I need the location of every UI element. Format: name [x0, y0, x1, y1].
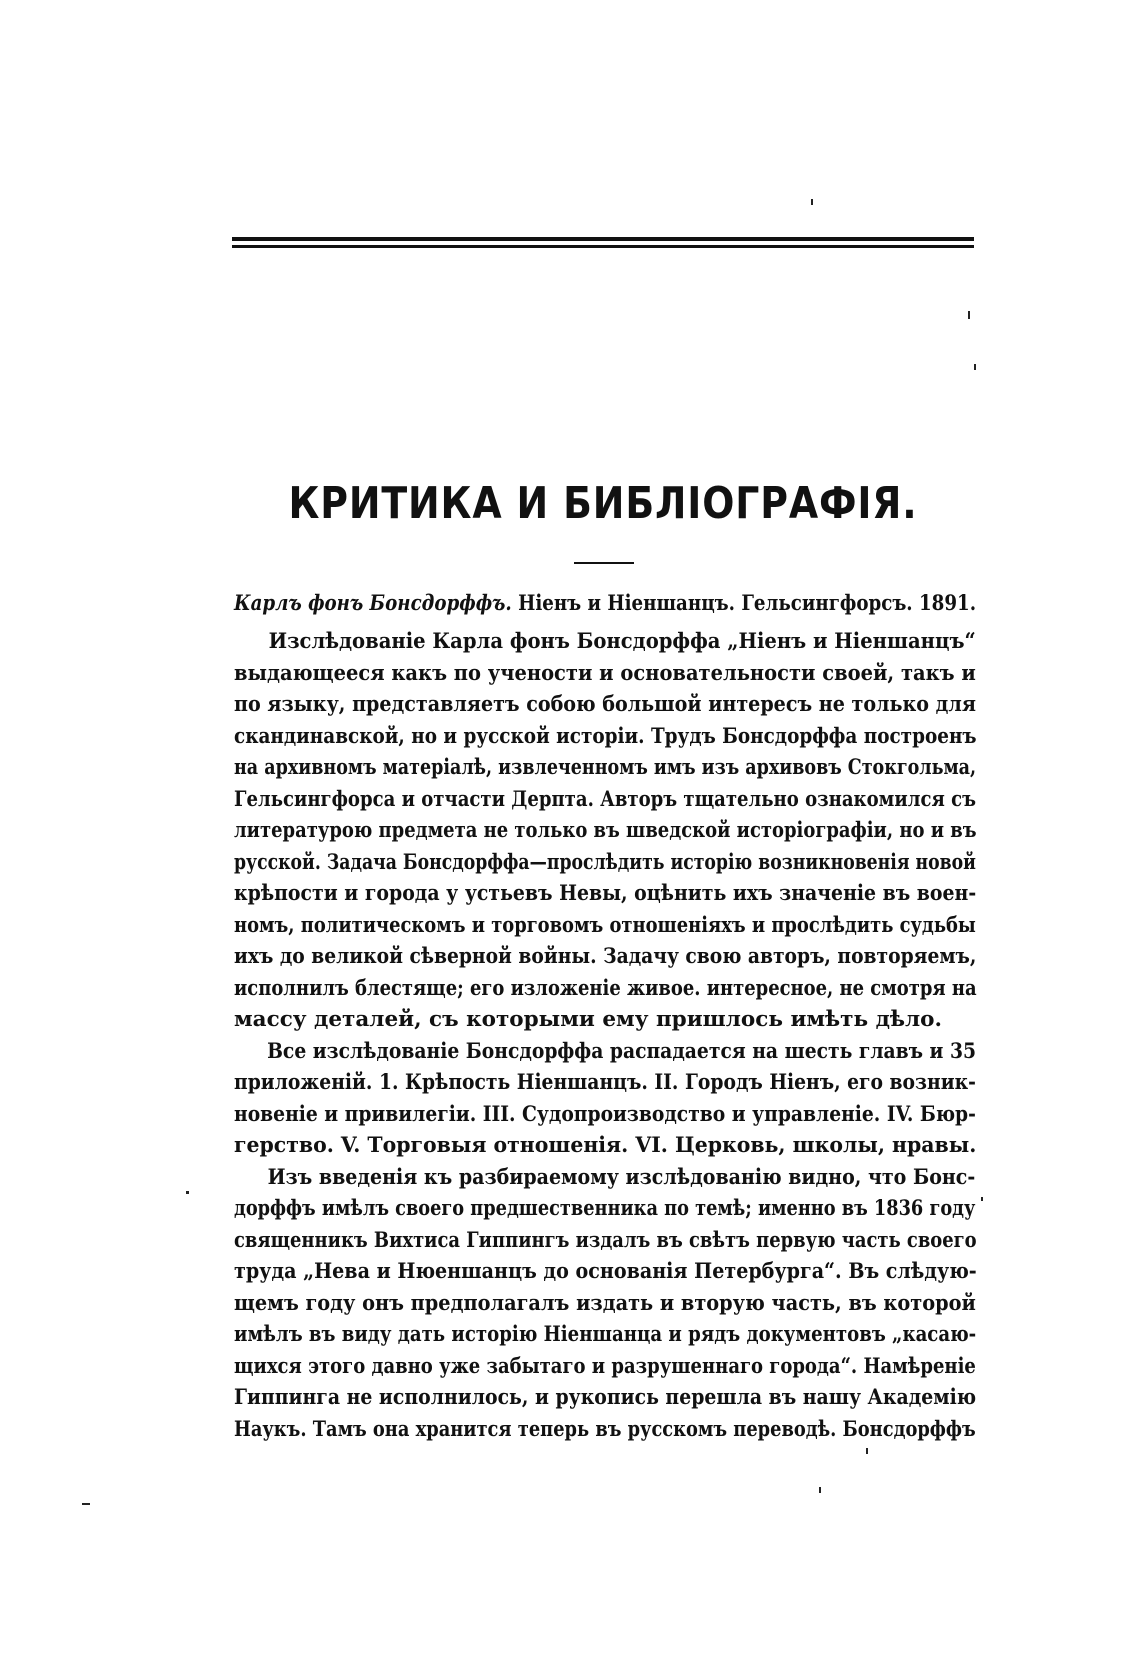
- text-line: крѣпости и города у устьевъ Невы, оцѣнить ихъ значеніе въ воен-: [234, 881, 977, 906]
- text-line: новеніе и привилегіи. III. Судопроизводство и управленіе. IV. Бюр-: [234, 1101, 976, 1127]
- text-line: скандинавской, но и русской исторіи. Трудъ Бонсдорффа построенъ: [234, 723, 977, 749]
- scan-speck: [82, 1503, 90, 1505]
- text-line: на архивномъ матеріалѣ, извлеченномъ имъ изъ архивовъ Стокгольма,: [234, 755, 977, 780]
- scan-speck: [811, 199, 813, 205]
- top-double-rule-lower: [232, 245, 974, 248]
- text-line: исполнилъ блестяще; его изложеніе живое. интересное, не смотря на: [234, 975, 977, 1001]
- scan-speck: [866, 1448, 868, 1454]
- scan-speck: [981, 1197, 983, 1201]
- text-line: труда „Нева и Нюеншанцъ до основанія Петербурга“. Въ слѣдую-: [234, 1259, 977, 1284]
- text-line: Все изслѣдованіе Бонсдорффа распадается на шесть главъ и 35: [267, 1038, 977, 1064]
- text-line: Изъ введенія къ разбираемому изслѣдованію видно, что Бонс-: [267, 1164, 976, 1190]
- scan-speck: [186, 1191, 189, 1194]
- top-double-rule: [232, 237, 974, 241]
- text-line: выдающееся какъ по учености и основательности своей, такъ и: [234, 660, 976, 686]
- section-heading: КРИТИКА И БИБЛІОГРАФІЯ.: [288, 478, 918, 529]
- text-line: номъ, политическомъ и торговомъ отношеніяхъ и прослѣдить судьбы: [234, 912, 976, 938]
- text-line: литературою предмета не только въ шведской исторіографіи, но и въ: [234, 818, 977, 843]
- text-line: Изслѣдованіе Карла фонъ Бонсдорффа „Ніенъ и Ніеншанцъ“: [268, 629, 976, 654]
- text-line: дорффъ имѣлъ своего предшественника по темѣ; именно въ 1836 году: [234, 1196, 976, 1221]
- text-line: Гиппинга не исполнилось, и рукопись перешла въ нашу Академію: [234, 1385, 977, 1410]
- scan-speck: [974, 364, 976, 370]
- text-line: массу деталей, съ которыми ему пришлось имѣть дѣло.: [234, 1007, 943, 1032]
- review-body: [234, 626, 976, 1445]
- text-line: щемъ году онъ предполагалъ издать и вторую часть, въ которой: [234, 1290, 976, 1316]
- text-line: щихся этого давно уже забытаго и разрушеннаго города“. Намѣреніе: [234, 1353, 976, 1379]
- text-line: имѣлъ въ виду дать исторію Ніеншанца и рядъ документовъ „касаю-: [234, 1322, 977, 1347]
- bibliographic-citation: [234, 590, 976, 615]
- citation-author: Карлъ фонъ Бонсдорффъ.: [234, 590, 512, 615]
- text-line: русской. Задача Бонсдорффа—прослѣдить исторію возникновенія новой: [234, 849, 976, 875]
- text-line: герство. V. Торговыя отношенія. VI. Церковь, школы, нравы.: [234, 1133, 977, 1158]
- scan-speck: [819, 1487, 821, 1493]
- text-line: приложеній. 1. Крѣпость Ніеншанцъ. II. Городъ Ніенъ, его возник-: [234, 1070, 976, 1095]
- heading-divider: [574, 562, 634, 564]
- text-line: священникъ Вихтиса Гиппингъ издалъ въ свѣтъ первую часть своего: [234, 1227, 977, 1253]
- text-line: по языку, представляетъ собою большой интересъ не только для: [234, 692, 976, 717]
- text-line: Наукъ. Тамъ она хранится теперь въ русскомъ переводѣ. Бонсдорффъ: [234, 1416, 976, 1442]
- scan-speck: [968, 311, 970, 319]
- text-line: ихъ до великой сѣверной войны. Задачу свою авторъ, повторяемъ,: [234, 944, 977, 969]
- text-line: Гельсингфорса и отчасти Дерпта. Авторъ тщательно ознакомился съ: [234, 786, 976, 812]
- citation-title: Ніенъ и Ніеншанцъ. Гельсингфорсъ. 1891.: [511, 590, 977, 615]
